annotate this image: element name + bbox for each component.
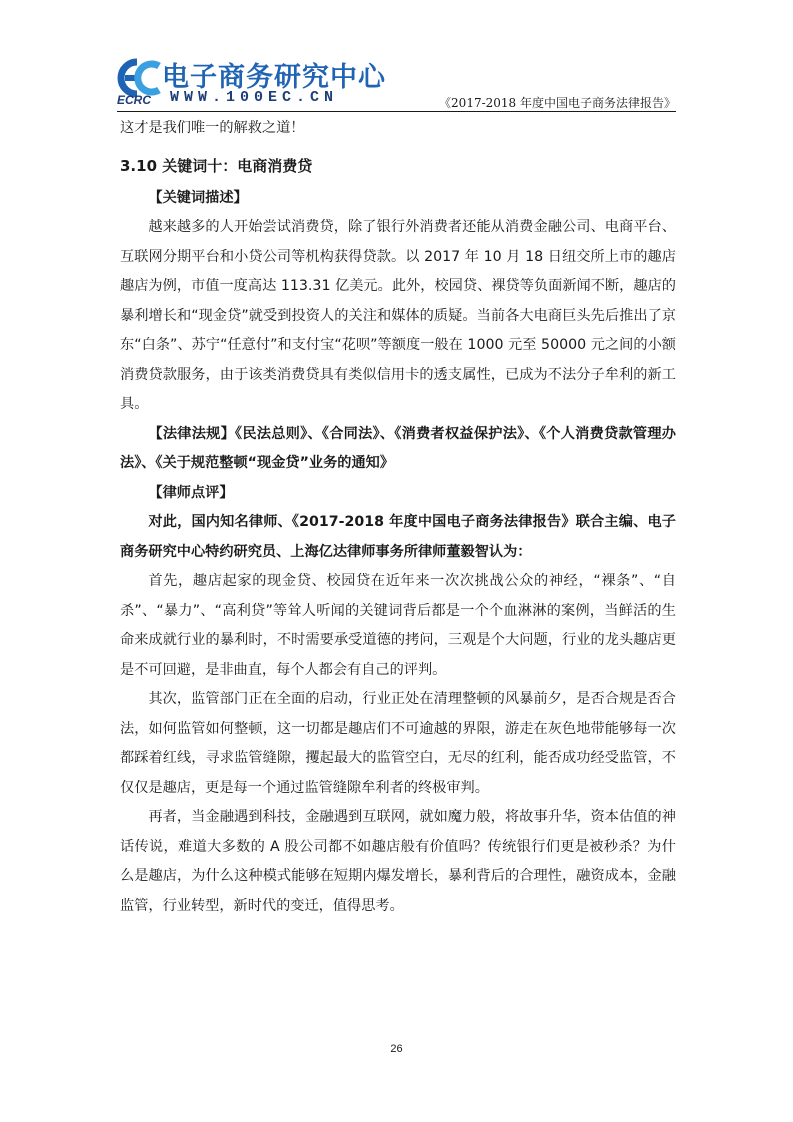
comment-paragraph-3: 再者，当金融遇到科技，金融遇到互联网，就如魔力般，将故事升华，资本估值的神话传说，难道大多数的 A 股公司都不如趣店般有价值吗？传统银行们更是被秒杀？为什么是趣店，为什么这种模式能够在短期内爆发增长，暴利背后的合理性，融资成本，金融监管，行业转型，新时代的变迁，值得思考。	[120, 809, 676, 914]
page-content	[120, 114, 676, 921]
logo-url: WWW.100EC.CN	[170, 89, 339, 106]
logo-ecrc-text: ECRC	[117, 93, 152, 107]
intro-line: 这才是我们唯一的解救之道！	[120, 120, 305, 136]
keyword-description-text: 越来越多的人开始尝试消费贷，除了银行外消费者还能从消费金融公司、电商平台、互联网分期平台和小贷公司等机构获得贷款。以 2017 年 10 月 18 日纽交所上市的趣店趣店为例，市值一度高达 113.31 亿美元。此外，校园贷、裸贷等负面新闻不断，趣店的暴利增长和“现金贷”就受到投资人的关注和媒体的质疑。当前各大电商巨头先后推出了京东“白条”、苏宁“任意付”和支付宝“花呗”等额度一般在 1000 元至 50000 元之间的小额消费贷款服务，由于该类消费贷具有类似信用卡的透支属性，已成为不法分子牟利的新工具。	[120, 219, 676, 412]
comment-paragraph-1: 首先，趣店起家的现金贷、校园贷在近年来一次次挑战公众的神经，“裸条”、“自杀”、“暴力”、“高利贷”等耸人听闻的关键词背后都是一个个血淋淋的案例，当鲜活的生命来成就行业的暴利时，不时需要承受道德的拷问，三观是个大问题，行业的龙头趣店更是不可回避，是非曲直，每个人都会有自己的评判。	[120, 573, 676, 678]
comment-paragraph-2: 其次，监管部门正在全面的启动，行业正处在清理整顿的风暴前夕，是否合规是否合法，如何监管如何整顿，这一切都是趣店们不可逾越的界限，游走在灰色地带能够每一次都踩着红线，寻求监管缝隙，攫起最大的监管空白，无尽的红利，能否成功经受监管，不仅仅是趣店，更是每一个通过监管缝隙牟利者的终极审判。	[120, 691, 676, 796]
header-divider	[117, 111, 676, 112]
page-number: 26	[390, 1043, 403, 1055]
lawyer-comment-intro: 对此，国内知名律师、《2017-2018 年度中国电子商务法律报告》联合主编、电子商务研究中心特约研究员、上海亿达律师事务所律师董毅智认为：	[120, 514, 676, 560]
laws-and-regulations: 【法律法规】《民法总则》、《合同法》、《消费者权益保护法》、《个人消费贷款管理办法》、《关于规范整顿“现金贷”业务的通知》	[120, 425, 676, 471]
keyword-description-label: 【关键词描述】	[148, 189, 248, 206]
logo-chinese-name: 电子商务研究中心	[162, 62, 386, 93]
page-header	[0, 0, 793, 112]
report-title: 《2017-2018 年度中国电子商务法律报告》	[439, 96, 676, 110]
section-title: 3.10 关键词十：电商消费贷	[120, 156, 313, 175]
lawyer-comment-label: 【律师点评】	[148, 484, 234, 501]
ecrc-logo-icon	[117, 58, 163, 98]
